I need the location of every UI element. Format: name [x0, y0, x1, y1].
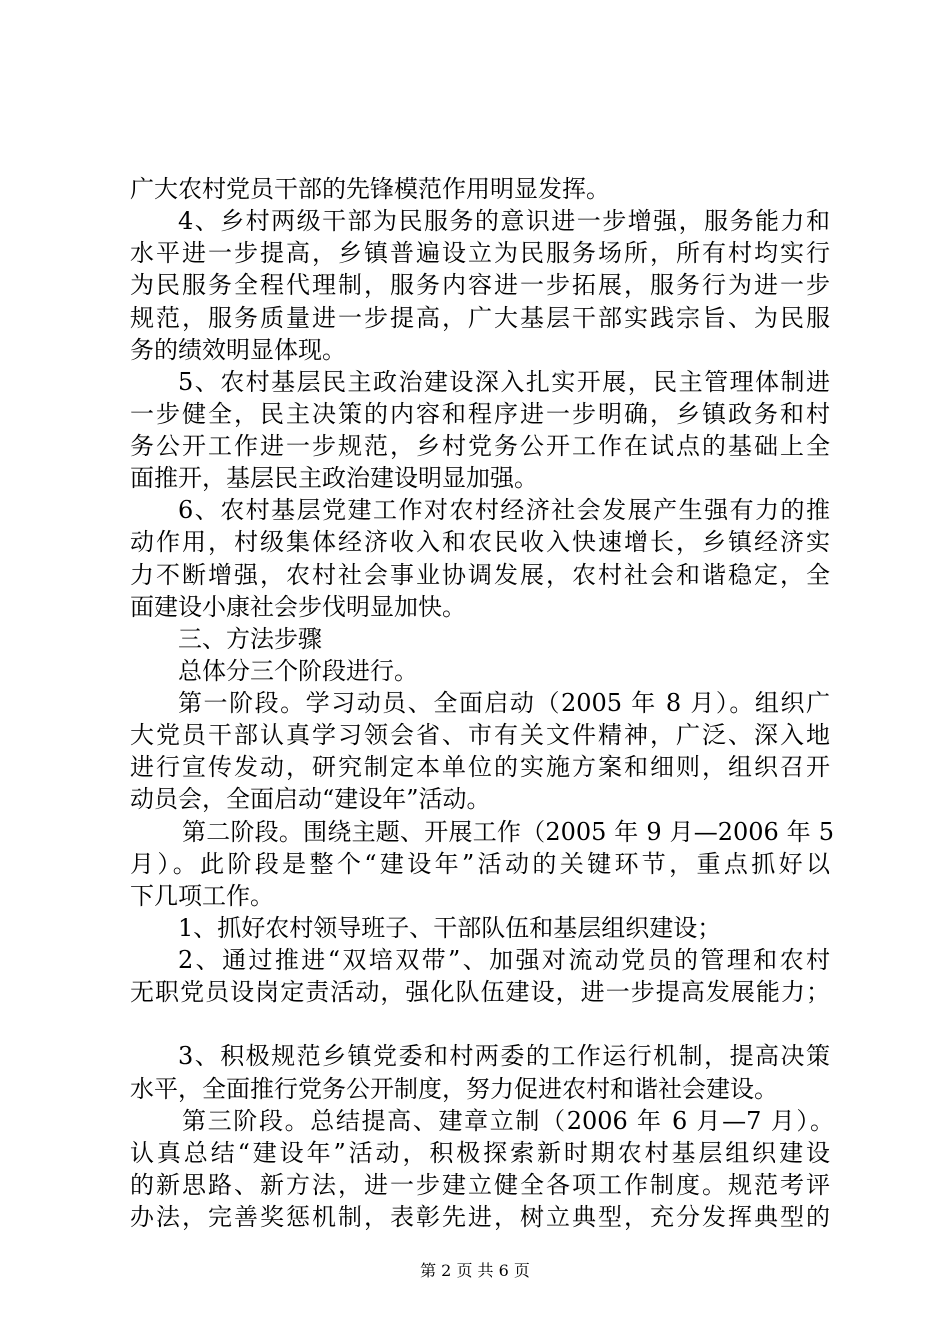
text-line: 规范，服务质量进一步提高，广大基层干部实践宗旨、为民服	[130, 304, 830, 332]
text-line: 大党员干部认真学习领会省、市有关文件精神，广泛、深入地	[130, 721, 830, 749]
text-line: 第二阶段。围绕主题、开展工作（2005 年 9 月—2006 年 5	[182, 818, 834, 846]
text-line: 办法，完善奖惩机制，表彰先进，树立典型，充分发挥典型的	[130, 1203, 830, 1231]
text-line: 5、农村基层民主政治建设深入扎实开展，民主管理体制进	[178, 368, 830, 396]
text-line: 务的绩效明显体现。	[130, 336, 346, 364]
text-line: 2、通过推进“双培双带”、加强对流动党员的管理和农村	[178, 946, 830, 974]
section-heading: 三、方法步骤	[178, 625, 322, 653]
text-line: 水平进一步提高，乡镇普遍设立为民服务场所，所有村均实行	[130, 239, 830, 267]
text-line: 第一阶段。学习动员、全面启动（2005 年 8 月）。组织广	[178, 689, 830, 717]
text-line: 6、农村基层党建工作对农村经济社会发展产生强有力的推	[178, 496, 830, 524]
text-line: 为民服务全程代理制，服务内容进一步拓展，服务行为进一步	[130, 271, 830, 299]
text-line: 面建设小康社会步伐明显加快。	[130, 593, 466, 621]
text-line: 动员会，全面启动“建设年”活动。	[130, 785, 491, 813]
text-line: 面推开，基层民主政治建设明显加强。	[130, 464, 538, 492]
text-line: 月）。此阶段是整个“建设年”活动的关键环节，重点抓好以	[130, 850, 830, 878]
text-line: 总体分三个阶段进行。	[178, 657, 418, 685]
text-line: 无职党员设岗定责活动，强化队伍建设，进一步提高发展能力；	[130, 978, 830, 1006]
text-line: 动作用，村级集体经济收入和农民收入快速增长，乡镇经济实	[130, 528, 830, 556]
text-line: 第三阶段。总结提高、建章立制（2006 年 6 月—7 月）。	[182, 1107, 834, 1135]
text-line: 3、积极规范乡镇党委和村两委的工作运行机制，提高决策	[178, 1042, 830, 1070]
text-line: 1、抓好农村领导班子、干部队伍和基层组织建设；	[178, 914, 722, 942]
text-line: 的新思路、新方法，进一步建立健全各项工作制度。规范考评	[130, 1171, 830, 1199]
text-line: 进行宣传发动，研究制定本单位的实施方案和细则，组织召开	[130, 753, 830, 781]
text-line: 一步健全，民主决策的内容和程序进一步明确，乡镇政务和村	[130, 400, 830, 428]
text-line: 认真总结“建设年”活动，积极探索新时期农村基层组织建设	[130, 1139, 830, 1167]
text-line: 务公开工作进一步规范，乡村党务公开工作在试点的基础上全	[130, 432, 830, 460]
text-line: 力不断增强，农村社会事业协调发展，农村社会和谐稳定，全	[130, 561, 830, 589]
text-line: 下几项工作。	[130, 882, 274, 910]
text-line: 4、乡村两级干部为民服务的意识进一步增强，服务能力和	[178, 207, 830, 235]
text-line: 水平，全面推行党务公开制度，努力促进农村和谐社会建设。	[130, 1075, 778, 1103]
text-line: 广大农村党员干部的先锋模范作用明显发挥。	[130, 175, 610, 203]
page-number-footer: 第 2 页 共 6 页	[420, 1261, 530, 1280]
